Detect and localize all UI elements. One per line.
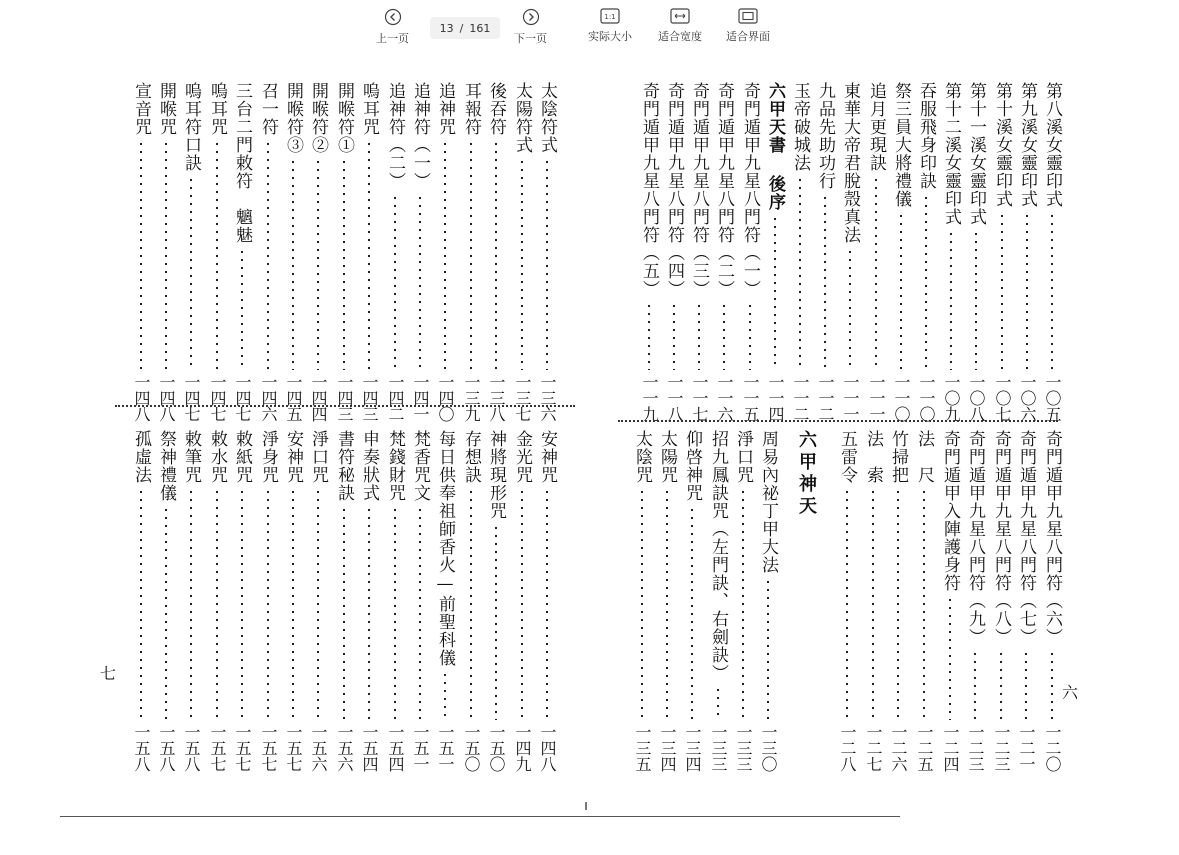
toc-entry-page: 一〇五 (1043, 374, 1062, 422)
toc-entry-page: 一三〇 (759, 724, 778, 772)
toc-leader-dots (495, 524, 497, 720)
toc-entry (460, 430, 482, 772)
toc-leader-dots (317, 488, 319, 720)
toc-leader-dots (846, 488, 848, 720)
toc-entry (839, 82, 861, 422)
toc-entry-title: 祭神禮儀 (156, 430, 176, 502)
toc-entry-page: 一四六 (259, 374, 278, 422)
toc-entry (358, 82, 380, 422)
toc-entry (814, 82, 836, 422)
toc-leader-dots (267, 140, 269, 370)
toc-entry-page: 一三四 (683, 724, 702, 772)
actual-size-label: 实际大小 (588, 30, 632, 43)
toc-leader-dots (140, 488, 142, 720)
toc-entry (485, 82, 507, 422)
toc-entry (180, 430, 202, 772)
section-heading (795, 430, 817, 518)
toc-entry-title: 耳報符 (461, 82, 481, 136)
toc-entry-title: 淨口咒 (733, 430, 753, 484)
toc-entry (681, 430, 703, 772)
toc-entry (511, 430, 533, 772)
toc-leader-dots (849, 248, 851, 370)
toc-entry-title: 淨身咒 (258, 430, 278, 484)
toc-entry (757, 430, 779, 772)
toc-entry-title: 奇門遁甲九星八門符（九） (965, 430, 985, 646)
toc-leader-dots (470, 140, 472, 370)
fit-width-button[interactable] (658, 8, 702, 44)
fit-width-icon (670, 8, 690, 24)
toc-leader-dots (698, 302, 700, 370)
toc-entry-page: 一四七 (233, 374, 252, 422)
toc-entry-page: 一五七 (259, 724, 278, 772)
toc-leader-dots (546, 488, 548, 720)
toc-entry-title: 開喉符③ (283, 82, 303, 154)
toc-entry (511, 82, 533, 422)
toc-entry (964, 430, 986, 772)
toc-leader-dots (900, 212, 902, 370)
toc-entry-title: 梵錢財咒 (385, 430, 405, 502)
toc-entry (434, 82, 456, 422)
toc-entry-page: 一二八 (838, 724, 857, 772)
toc-leader-dots (691, 506, 693, 720)
toc-entry (307, 82, 329, 422)
toc-entry-title: 奇門遁甲九星八門符（一） (740, 82, 760, 298)
toc-entry-page: 一三八 (487, 374, 506, 422)
toc-entry-page: 一三三 (734, 724, 753, 772)
toc-entry-page: 一三六 (538, 374, 557, 422)
toc-entry-page: 一一四 (766, 374, 785, 422)
toc-entry-page: 一四一 (411, 374, 430, 422)
toc-entry-title: 安神咒 (283, 430, 303, 484)
toc-leader-dots (292, 158, 294, 370)
toc-entry-page: 一二四 (941, 724, 960, 772)
toc-leader-dots (824, 194, 826, 370)
toc-leader-dots (1025, 650, 1027, 720)
toc-leader-dots (1001, 212, 1003, 370)
toc-entry-page: 一三七 (513, 374, 532, 422)
toc-entry-title: 敕紙咒 (232, 430, 252, 484)
toc-entry-page: 一〇九 (942, 374, 961, 422)
toc-leader-dots (1000, 650, 1002, 720)
toc-entry-page: 一三九 (462, 374, 481, 422)
toc-leader-dots (394, 506, 396, 720)
toc-entry-title: 安神咒 (537, 430, 557, 484)
toc-entry-title: 第十一溪女靈印式 (966, 82, 986, 226)
toc-leader-dots (140, 140, 142, 370)
toc-entry-page: 一〇七 (993, 374, 1012, 422)
toc-entry-title: 法 尺 (914, 430, 934, 484)
toc-entry-page: 一五四 (360, 724, 379, 772)
toc-entry (991, 82, 1013, 422)
toc-leader-dots (343, 506, 345, 720)
toc-entry-title: 嗚耳咒 (207, 82, 227, 136)
toc-entry (939, 430, 961, 772)
toc-entry-page: 一五六 (309, 724, 328, 772)
toc-entry-title: 梵香咒文 (410, 430, 430, 502)
toc-entry (231, 82, 253, 422)
toc-entry-page: 一一五 (741, 374, 760, 422)
toc-entry (206, 82, 228, 422)
toc-entry-page: 一一二 (791, 374, 810, 422)
toc-entry-title: 追神符（一） (410, 82, 430, 190)
toc-entry-page: 一四四 (309, 374, 328, 422)
toc-leader-dots (343, 158, 345, 370)
toc-leader-dots (1026, 212, 1028, 370)
toc-entry-title: 追神符（二） (385, 82, 405, 190)
toc-entry-title: 五雷令 (837, 430, 857, 484)
toc-entry (282, 430, 304, 772)
toc-entry-page: 一四二 (386, 374, 405, 422)
toc-entry (656, 430, 678, 772)
toc-entry (915, 82, 937, 422)
toc-entry-title: 追神咒 (435, 82, 455, 136)
toc-entry-page: 一一〇 (917, 374, 936, 422)
toc-entry-title: 召一符 (258, 82, 278, 136)
toc-entry-page: 一二七 (864, 724, 883, 772)
toc-leader-dots (394, 194, 396, 370)
toc-entry-title: 六甲天書 後序 (765, 82, 785, 211)
toc-leader-dots (666, 488, 668, 720)
toc-leader-dots (872, 488, 874, 720)
prev-page-button[interactable] (376, 8, 409, 46)
toc-entry-title: 開喉咒 (156, 82, 176, 136)
toc-leader-dots (799, 176, 801, 370)
toc-entry (434, 430, 456, 772)
toc-entry-title: 奇門遁甲九星八門符（四） (664, 82, 684, 298)
toc-entry-page: 一五一 (411, 724, 430, 772)
toc-entry (707, 430, 729, 772)
toc-entry (890, 82, 912, 422)
toc-entry (663, 82, 685, 422)
toc-entry-title: 第十溪女靈印式 (992, 82, 1012, 208)
toc-entry (384, 430, 406, 772)
section-heading-text: 六甲神天 (796, 430, 817, 518)
toc-entry-title: 仰啓神咒 (682, 430, 702, 502)
toc-entry (732, 430, 754, 772)
toc-entry-title: 太陽咒 (657, 430, 677, 484)
toc-entry (965, 82, 987, 422)
toc-entry-title: 奇門遁甲九星八門符（三） (689, 82, 709, 298)
toc-entry-page: 一五〇 (462, 724, 481, 772)
binding-gutter-mark (585, 802, 587, 810)
toc-entry-page: 一一九 (640, 374, 659, 422)
chevron-left-circle-icon (384, 8, 402, 26)
current-page-number[interactable]: 13 (439, 21, 454, 35)
toc-entry-title: 奇門遁甲九星八門符（八） (991, 430, 1011, 646)
toc-entry-page: 一二三 (966, 724, 985, 772)
toc-entry-title: 第九溪女靈印式 (1017, 82, 1037, 208)
toc-leader-dots (444, 140, 446, 370)
page-separator: / (459, 21, 464, 35)
toc-leader-dots (950, 230, 952, 370)
total-pages: 161 (469, 21, 491, 35)
toc-entry (638, 82, 660, 422)
toc-entry-page: 一四〇 (436, 374, 455, 422)
toc-entry-page: 一二〇 (1043, 724, 1062, 772)
toc-leader-dots (368, 506, 370, 720)
toc-entry (384, 82, 406, 422)
toc-entry-title: 奇門遁甲九星八門符（二） (714, 82, 734, 298)
toc-entry (536, 430, 558, 772)
toc-leader-dots (875, 176, 877, 370)
toc-entry-title: 存想訣 (461, 430, 481, 484)
toc-leader-dots (165, 506, 167, 720)
toc-entry-page: 一五八 (132, 724, 151, 772)
toc-entry (409, 82, 431, 422)
toc-leader-dots (673, 302, 675, 370)
toc-leader-dots (974, 650, 976, 720)
toc-leader-dots (975, 230, 977, 370)
toc-leader-dots (470, 488, 472, 720)
toc-entry (990, 430, 1012, 772)
toc-entry-page: 一二六 (889, 724, 908, 772)
toc-entry (358, 430, 380, 772)
toc-entry-page: 一三五 (633, 724, 652, 772)
page-indicator[interactable] (430, 17, 500, 39)
toc-entry-page: 一五七 (284, 724, 303, 772)
toc-entry-title: 太陰符式 (537, 82, 557, 154)
toc-entry-page: 一四八 (132, 374, 151, 422)
toc-entry-page: 一一一 (841, 374, 860, 422)
viewer-toolbar (0, 0, 1179, 60)
toc-leader-dots (241, 248, 243, 370)
toc-entry-page: 一四五 (284, 374, 303, 422)
toc-entry-title: 太陽符式 (512, 82, 532, 154)
toc-entry-title: 周易內祕丁甲大法 (758, 430, 778, 574)
toc-leader-dots (190, 176, 192, 370)
right-page-number: 六 (1062, 683, 1079, 702)
toc-entry-title: 東華大帝君脫殼真法 (840, 82, 860, 244)
toc-entry-page: 一四三 (360, 374, 379, 422)
toc-entry-title: 金光咒 (512, 430, 532, 484)
toc-entry (913, 430, 935, 772)
toc-leader-dots (774, 215, 776, 370)
toc-entry-page: 一四三 (335, 374, 354, 422)
next-page-label: 下一页 (514, 32, 547, 45)
toc-entry (155, 430, 177, 772)
toc-entry-title: 追月更現訣 (866, 82, 886, 172)
toc-entry-page: 一一七 (690, 374, 709, 422)
toc-entry-title: 奇門遁甲九星八門符（五） (639, 82, 659, 298)
toc-entry (688, 82, 710, 422)
toc-entry-title: 每日供奉祖師香火—前聖科儀 (435, 430, 455, 667)
fit-page-label: 适合界面 (726, 30, 770, 43)
toc-leader-dots (216, 140, 218, 370)
toc-entry-title: 神將現形咒 (486, 430, 506, 520)
toc-entry-page: 一四七 (182, 374, 201, 422)
toc-entry-page: 一四九 (513, 724, 532, 772)
toc-entry-title: 嗚耳咒 (359, 82, 379, 136)
toc-entry (231, 430, 253, 772)
toc-entry (764, 82, 786, 422)
toc-entry-title: 竹掃把 (888, 430, 908, 484)
fit-page-button[interactable] (726, 8, 770, 44)
toc-leader-dots (521, 158, 523, 370)
toc-entry (887, 430, 909, 772)
toc-entry-title: 第十二溪女靈印式 (941, 82, 961, 226)
toc-entry-page: 一五七 (208, 724, 227, 772)
toc-entry-title: 敕筆咒 (181, 430, 201, 484)
toc-entry-page: 一二一 (1017, 724, 1036, 772)
toc-leader-dots (723, 302, 725, 370)
toc-entry (307, 430, 329, 772)
actual-size-icon (600, 8, 620, 24)
toc-entry-page: 一五一 (436, 724, 455, 772)
toc-entry (836, 430, 858, 772)
toc-leader-dots (717, 686, 719, 720)
scanned-page-spread (0, 60, 1179, 855)
toc-entry (1041, 430, 1063, 772)
toc-entry-page: 一一二 (816, 374, 835, 422)
toc-entry-page: 一二五 (915, 724, 934, 772)
toc-entry-page: 一四八 (538, 724, 557, 772)
toc-leader-dots (767, 578, 769, 720)
toc-entry-title: 吞服飛身印訣 (916, 82, 936, 190)
toc-leader-dots (546, 158, 548, 370)
toc-entry (130, 430, 152, 772)
chevron-right-circle-icon (522, 8, 540, 26)
toc-entry-title: 後吞符 (486, 82, 506, 136)
toc-entry-title: 淨口咒 (308, 430, 328, 484)
toc-leader-dots (923, 488, 925, 720)
toc-entry (130, 82, 152, 422)
toc-entry-title: 九品先助功行 (815, 82, 835, 190)
toc-entry-page: 一一六 (715, 374, 734, 422)
toc-entry-title: 法 索 (863, 430, 883, 484)
toc-entry (180, 82, 202, 422)
toc-entry-page: 一五七 (233, 724, 252, 772)
toc-entry-title: 太陰咒 (632, 430, 652, 484)
toc-entry (940, 82, 962, 422)
toc-entry-page: 一五四 (386, 724, 405, 772)
toc-entry (713, 82, 735, 422)
toc-entry (257, 430, 279, 772)
toc-entry-page: 一三三 (709, 724, 728, 772)
toc-leader-dots (317, 158, 319, 370)
toc-entry-page: 一三四 (658, 724, 677, 772)
actual-size-glyph: 1:1 (604, 13, 616, 21)
toc-entry (1015, 430, 1037, 772)
toc-entry-title: 玉帝破城法 (790, 82, 810, 172)
toc-leader-dots (749, 302, 751, 370)
toc-entry-page: 一一八 (665, 374, 684, 422)
toc-entry-title: 奇門遁甲九星八門符（六） (1042, 430, 1062, 646)
fit-page-icon (738, 8, 758, 24)
left-page-divider (115, 405, 575, 407)
toc-leader-dots (444, 671, 446, 720)
toc-entry (536, 82, 558, 422)
toc-entry (257, 82, 279, 422)
toc-entry-title: 孤虛法 (131, 430, 151, 484)
toc-entry-title: 招九鳳訣咒（左門訣、右劍訣） (708, 430, 728, 682)
toc-leader-dots (368, 140, 370, 370)
toc-leader-dots (216, 488, 218, 720)
toc-entry-page: 一二三 (992, 724, 1011, 772)
toc-entry (409, 430, 431, 772)
toc-entry-page: 一一〇 (892, 374, 911, 422)
toc-entry-page: 一〇八 (967, 374, 986, 422)
toc-entry-title: 開喉符② (308, 82, 328, 154)
toc-entry-title: 申奏狀式 (359, 430, 379, 502)
fit-width-label: 适合宽度 (658, 30, 702, 43)
toc-entry-page: 一四八 (157, 374, 176, 422)
toc-entry (789, 82, 811, 422)
toc-leader-dots (641, 488, 643, 720)
toc-entry-title: 開喉符① (334, 82, 354, 154)
page-bottom-edge (60, 816, 900, 817)
toc-entry (739, 82, 761, 422)
toc-leader-dots (241, 488, 243, 720)
left-page-number: 七 (100, 664, 117, 683)
toc-leader-dots (1051, 650, 1053, 720)
toc-leader-dots (648, 302, 650, 370)
toc-entry-title: 宣音咒 (131, 82, 151, 136)
toc-entry-title: 第八溪女靈印式 (1042, 82, 1062, 208)
toc-entry-title: 嗚耳符口訣 (181, 82, 201, 172)
toc-leader-dots (521, 488, 523, 720)
toc-leader-dots (1051, 212, 1053, 370)
toc-leader-dots (190, 488, 192, 720)
toc-leader-dots (949, 596, 951, 720)
toc-leader-dots (742, 488, 744, 720)
right-page-divider (618, 420, 1058, 422)
toc-entry-page: 一〇六 (1018, 374, 1037, 422)
toc-entry (333, 82, 355, 422)
toc-leader-dots (897, 488, 899, 720)
toc-entry-title: 三台二門敕符 魑魅 (232, 82, 252, 244)
toc-entry-page: 一五八 (157, 724, 176, 772)
prev-page-label: 上一页 (376, 32, 409, 45)
toc-entry-page: 一五八 (182, 724, 201, 772)
toc-entry-page: 一一一 (867, 374, 886, 422)
toc-entry-title: 祭三員大將禮儀 (891, 82, 911, 208)
next-page-button[interactable] (514, 8, 547, 46)
toc-entry (155, 82, 177, 422)
toc-entry (460, 82, 482, 422)
toc-entry (333, 430, 355, 772)
toc-entry (485, 430, 507, 772)
toc-entry (631, 430, 653, 772)
toc-entry-page: 一五〇 (487, 724, 506, 772)
toc-entry-page: 一五六 (335, 724, 354, 772)
toc-entry (865, 82, 887, 422)
toc-entry-title: 奇門遁甲入陣護身符 (940, 430, 960, 592)
toc-entry-title: 敕水咒 (207, 430, 227, 484)
toc-leader-dots (267, 488, 269, 720)
toc-leader-dots (165, 140, 167, 370)
toc-leader-dots (495, 140, 497, 370)
toc-leader-dots (419, 194, 421, 370)
toc-leader-dots (292, 488, 294, 720)
toc-entry (1016, 82, 1038, 422)
toc-entry-title: 奇門遁甲九星八門符（七） (1016, 430, 1036, 646)
toc-leader-dots (925, 194, 927, 370)
toc-entry (862, 430, 884, 772)
toc-entry-page: 一四七 (208, 374, 227, 422)
toc-leader-dots (419, 506, 421, 720)
actual-size-button[interactable] (588, 8, 632, 44)
toc-entry (282, 82, 304, 422)
toc-entry (1041, 82, 1063, 422)
toc-entry-title: 書符秘訣 (334, 430, 354, 502)
toc-entry (206, 430, 228, 772)
